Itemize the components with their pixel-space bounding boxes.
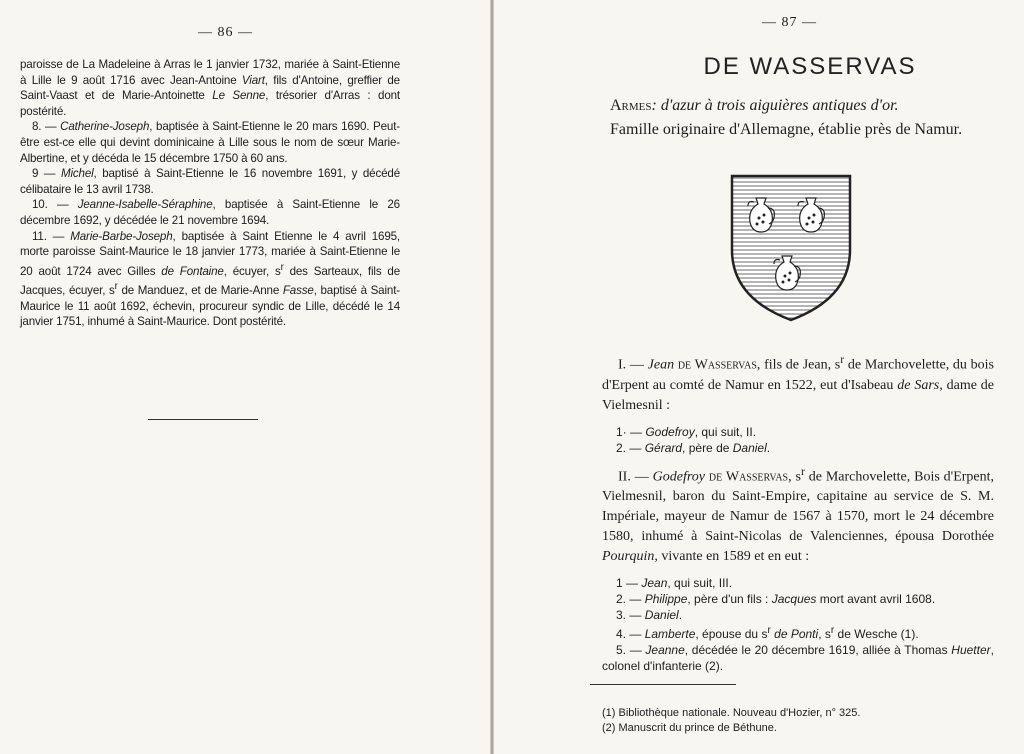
footnote-1: (1) Bibliothèque nationale. Nouveau d'Hozier, n° 325. — [602, 707, 861, 719]
left-page — [0, 0, 492, 754]
arms-label: Armes — [610, 97, 652, 114]
page-number-87: — 87 — — [762, 15, 817, 30]
generation-I: I. — Jean de Wasservas, fils de Jean, $s^r$ de Marchovelette, du bois d'Erpent au comté de Namur en 1522, eut d'Isabeau de Sars, dame de Vielmesnil : — [602, 353, 994, 413]
paragraph-item-10: 10. — Jeanne-Isabelle-Séraphine, baptisée à Saint-Etienne le 26 décembre 1692, y décédée le 21 novembre 1694. — [20, 198, 400, 227]
section-end-rule — [148, 419, 258, 420]
family-title: DE WASSERVAS — [703, 53, 917, 80]
list-item: 5. — Jeanne, décédée le 20 décembre 1619, alliée à Thomas Huetter, colonel d'infanterie (2). — [602, 643, 994, 674]
left-page-text — [20, 57, 400, 330]
footnote-2: (2) Manuscrit du prince de Béthune. — [602, 722, 777, 734]
right-page-text — [602, 350, 994, 674]
coat-of-arms-shield-icon — [728, 172, 854, 324]
list-item: 3. — Daniel. — [616, 608, 683, 623]
paragraph-item-11: 11. — Marie-Barbe-Joseph, baptisée à Saint Etienne le 4 avril 1695, morte paroisse Saint-Maurice le 18 janvier 1773, mariée à Saint-Etienne le 20 août 1724 avec Gilles de Fontaine, écuyer, $s^r$ des Sarteaux, fils de Jacques, écuyer, $s^r$ de Manduez, et de Marie-Anne Fasse, baptisé à Saint-Maurice le 11 août 1692, échevin, procureur syndic de Lille, décédé le 14 janvier 1751, inhumé à Saint-Maurice. Dont postérité. — [20, 229, 400, 329]
paragraph-item-8: 8. — Catherine-Joseph, baptisée à Saint-Etienne le 20 mars 1690. Peut-être est-ce elle qui devint dominicaine à Lille sous le nom de sœur Marie-Albertine, et y décéda le 15 décembre 1750 à 60 ans. — [20, 120, 400, 165]
list-item: 2. — Philippe, père d'un fils : Jacques mort avant avril 1608. — [616, 592, 936, 607]
page-number-86: — 86 — — [198, 25, 253, 40]
footnote-rule — [590, 684, 736, 685]
list-item: 1· — Godefroy, qui suit, II. — [616, 424, 757, 439]
right-page — [494, 0, 1024, 754]
arms-block — [610, 94, 1024, 142]
list-item: 4. — Lamberte, épouse du $s^r$ de Ponti, $s^r$ de Wesche (1). — [616, 625, 919, 642]
generation-I-children — [602, 424, 994, 456]
list-item: 2. — Gérard, père de Daniel. — [616, 440, 771, 455]
list-item: 1 — Jean, qui suit, III. — [616, 576, 733, 591]
generation-II-children — [602, 575, 994, 674]
generation-II: II. — Godefroy de Wasservas, $s^r$ de Marchovelette, Bois d'Erpent, Vielmesnil, baron du Saint-Empire, capitaine au service de S. M. Impériale, mayeur de Namur de 1567 à 1570, mort le 24 décembre 1580, inhumé à Saint-Nicolas de Valenciennes, épousa Dorothée Pourquin, vivante en 1589 et en eut : — [602, 464, 995, 565]
family-origin: Famille originaire d'Allemagne, établie près de Namur. — [610, 121, 963, 138]
paragraph-item-9: 9 — Michel, baptisé à Saint-Etienne le 16 novembre 1691, y décédé célibataire le 13 avril 1738. — [20, 167, 400, 196]
footnotes — [602, 706, 982, 736]
paragraph-continued: paroisse de La Madeleine à Arras le 1 janvier 1732, mariée à Saint-Etienne à Lille le 9 août 1716 avec Jean-Antoine Viart, fils d'Antoine, greffier de Saint-Vaast et de Marie-Antoinette Le Senne, trésorier d'Arras : dont postérité. — [20, 58, 400, 118]
arms-description: : d'azur à trois aiguières antiques d'or. — [651, 97, 899, 114]
